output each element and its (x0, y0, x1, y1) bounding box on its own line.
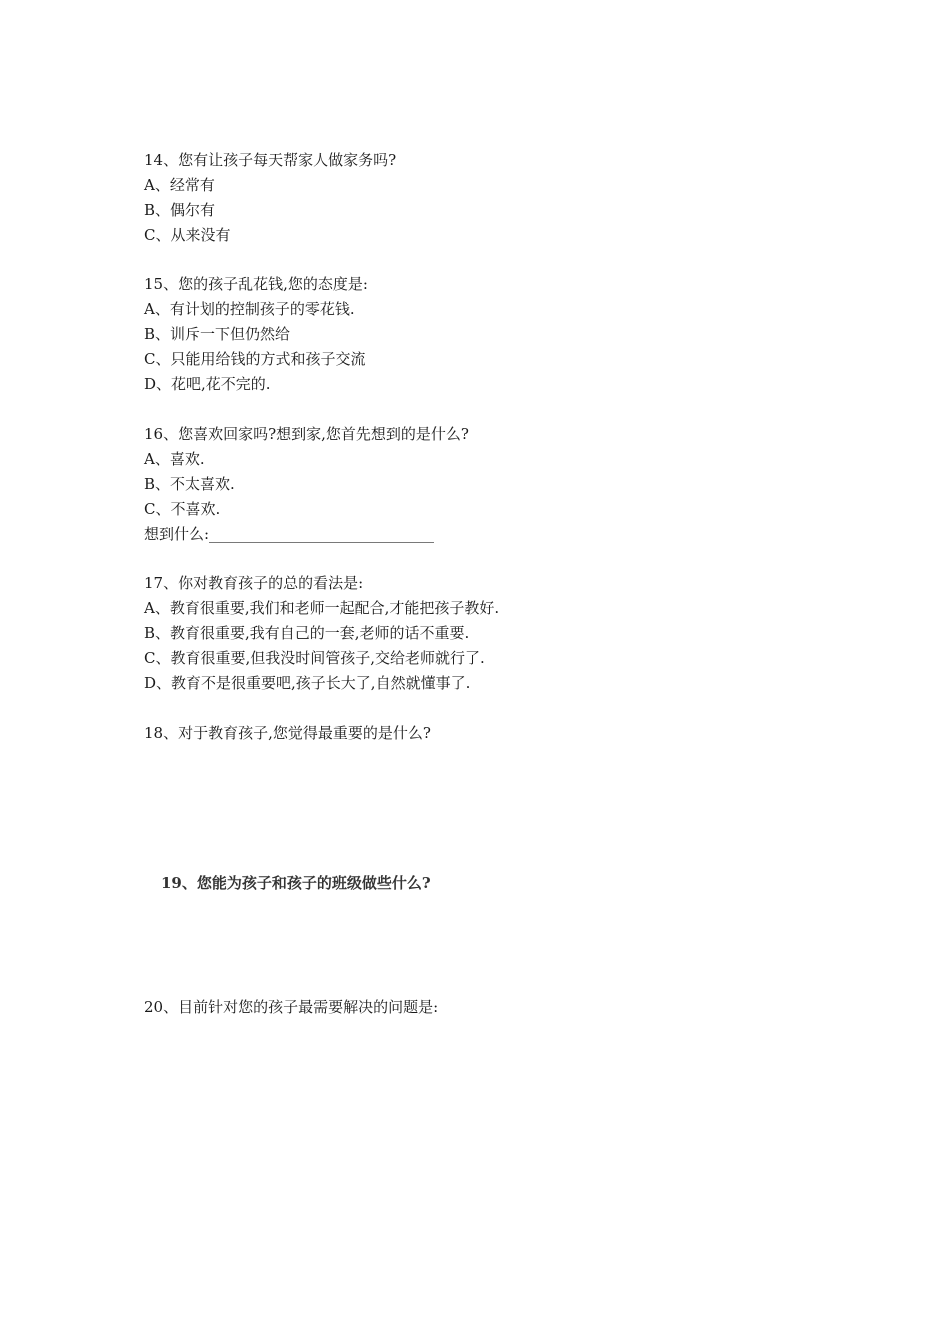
question-17-option-a: A、教育很重要,我们和老师一起配合,才能把孩子教好. (144, 599, 500, 617)
question-19-prompt: 19、您能为孩子和孩子的班级做些什么? (161, 874, 431, 892)
question-17-prompt: 17、你对教育孩子的总的看法是: (144, 574, 364, 592)
question-14-prompt: 14、您有让孩子每天帮家人做家务吗? (144, 151, 397, 169)
question-15-option-b: B、训斥一下但仍然给 (144, 325, 291, 343)
question-16-prompt: 16、您喜欢回家吗?想到家,您首先想到的是什么? (144, 425, 469, 443)
question-15-option-c: C、只能用给钱的方式和孩子交流 (144, 350, 366, 368)
question-15-option-d: D、花吧,花不完的. (144, 375, 271, 393)
question-15-prompt: 15、您的孩子乱花钱,您的态度是: (144, 275, 368, 293)
question-17-option-c: C、教育很重要,但我没时间管孩子,交给老师就行了. (144, 649, 485, 667)
question-14-option-a: A、经常有 (144, 176, 215, 194)
question-16-fill-in-line: 想到什么:______________________________ (144, 525, 435, 543)
question-16-option-b: B、不太喜欢. (144, 475, 235, 493)
question-16-option-c: C、不喜欢. (144, 500, 221, 518)
question-14-option-b: B、偶尔有 (144, 201, 216, 219)
question-16-option-a: A、喜欢. (144, 450, 205, 468)
question-14-option-c: C、从来没有 (144, 226, 231, 244)
question-17-option-b: B、教育很重要,我有自己的一套,老师的话不重要. (144, 624, 470, 642)
question-18-prompt: 18、对于教育孩子,您觉得最重要的是什么? (144, 724, 431, 742)
question-20-prompt: 20、目前针对您的孩子最需要解决的问题是: (144, 998, 439, 1016)
question-17-option-d: D、教育不是很重要吧,孩子长大了,自然就懂事了. (144, 674, 471, 692)
question-15-option-a: A、有计划的控制孩子的零花钱. (144, 300, 355, 318)
